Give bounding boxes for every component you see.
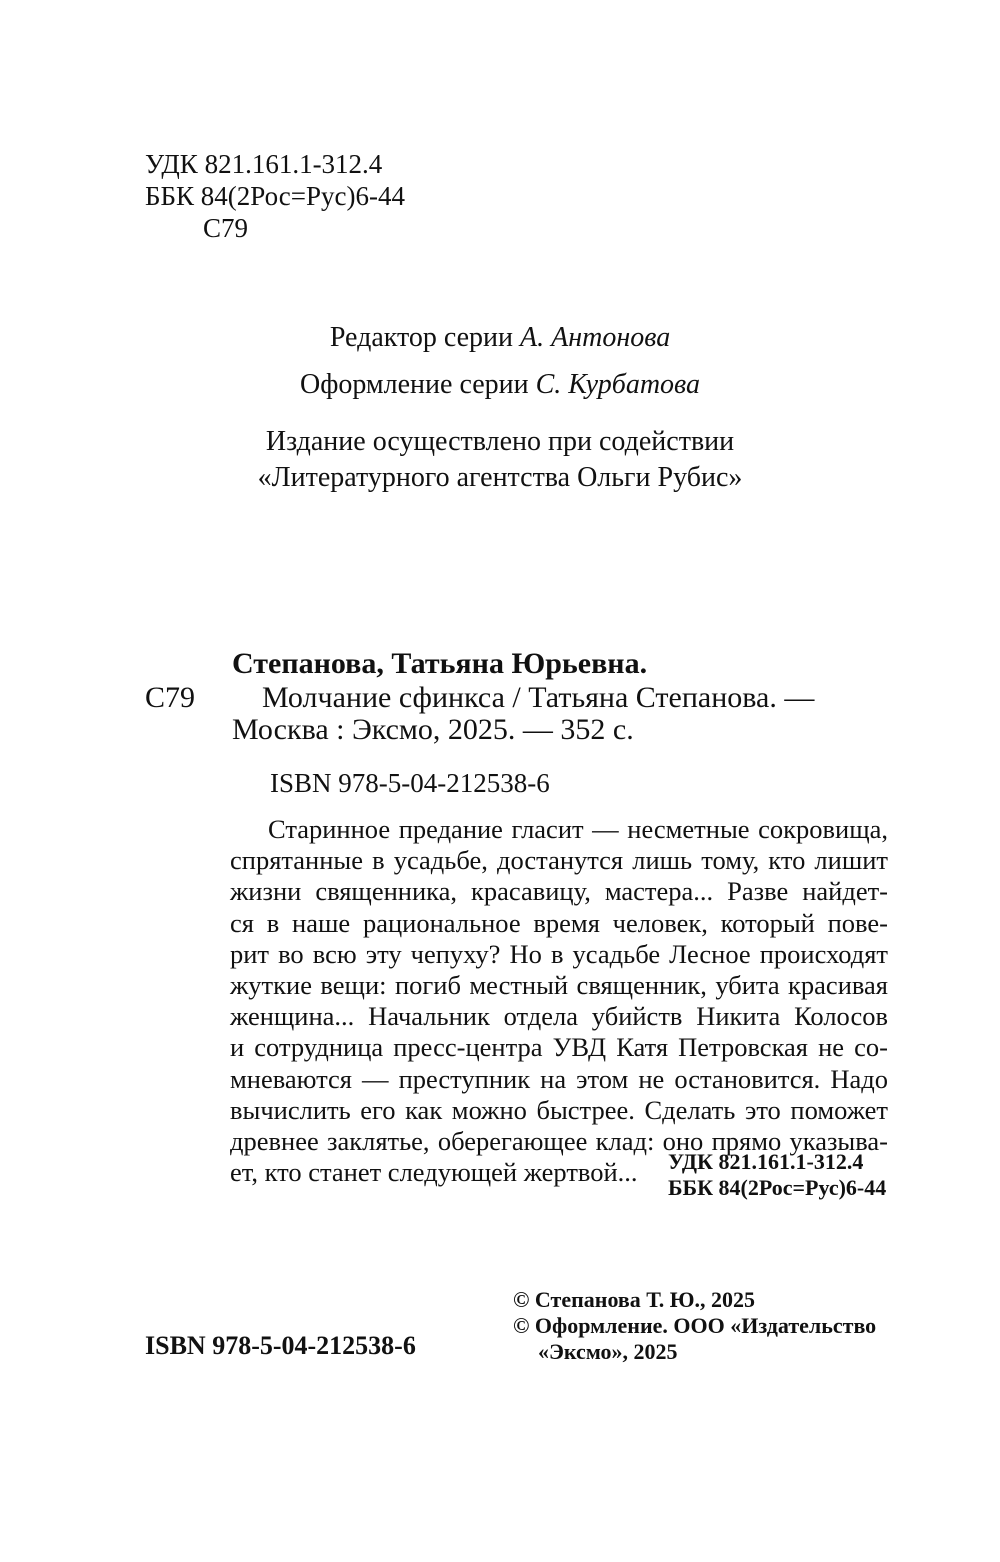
udk-code: УДК 821.161.1-312.4: [145, 149, 383, 179]
annotation-line: мневаются — преступник на этом не остановится. Надо: [230, 1063, 888, 1094]
annotation-line: спрятанные в усадьбе, достанутся лишь тому, кто лишит: [230, 845, 888, 876]
author-heading: Степанова, Татьяна Юрьевна.: [232, 647, 648, 680]
series-editor-line: [0, 321, 1000, 355]
annotation-line: Старинное предание гласит — несметные сокровища,: [268, 814, 888, 844]
series-design-line: [0, 368, 1000, 402]
imprint-line: Москва : Эксмо, 2025. — 352 с.: [232, 713, 634, 746]
author-mark-card: С79: [145, 681, 196, 714]
series-design-name: С. Курбатова: [535, 369, 700, 400]
title-line: Молчание сфинкса / Татьяна Степанова. —: [262, 681, 815, 714]
annotation-line: древнее заклятье, оберегающее клад: оно прямо указыва-: [230, 1126, 888, 1157]
annotation-line: и сотрудница пресс-центра УВД Катя Петровская не со-: [230, 1032, 888, 1063]
series-editor-name: А. Антонова: [520, 322, 671, 353]
support-line-2: «Литературного агентства Ольги Рубис»: [257, 462, 743, 493]
copyright-design-line-2: «Эксмо», 2025: [538, 1339, 678, 1364]
annotation-line: рит во всю эту чепуху? Но в усадьбе Лесное происходят: [230, 938, 888, 969]
annotation-line: ет, кто станет следующей жертвой...: [230, 1157, 638, 1188]
bbk-code: ББК 84(2Рос=Рус)6-44: [145, 181, 405, 211]
copyright-design-line-1: © Оформление. ООО «Издательство: [513, 1313, 877, 1338]
support-line-1: Издание осуществлено при содействии: [265, 426, 735, 457]
annotation-line: женщина... Начальник отдела убийств Никита Колосов: [230, 1001, 888, 1032]
annotation-line: вычислить его как можно быстрее. Сделать это поможет: [230, 1094, 888, 1125]
isbn-footer: ISBN 978-5-04-212538-6: [145, 1331, 416, 1360]
series-design-label: Оформление серии: [299, 369, 529, 400]
isbn-card: ISBN 978-5-04-212538-6: [270, 768, 550, 798]
annotation-line: жуткие вещи: погиб местный священник, убита красивая: [230, 970, 888, 1001]
annotation-line: ся в наше рациональное время человек, который пове-: [230, 907, 888, 938]
annotation-line: жизни священника, красавицу, мастера... Разве найдет-: [230, 876, 888, 907]
annotation: [230, 814, 888, 1188]
copyright-author: © Степанова Т. Ю., 2025: [513, 1287, 756, 1312]
udk-code-bold: УДК 821.161.1-312.4: [668, 1149, 864, 1174]
author-mark-top: С79: [203, 213, 249, 243]
series-editor-label: Редактор серии: [329, 322, 514, 353]
bbk-code-bold: ББК 84(2Рос=Рус)6-44: [668, 1175, 887, 1200]
